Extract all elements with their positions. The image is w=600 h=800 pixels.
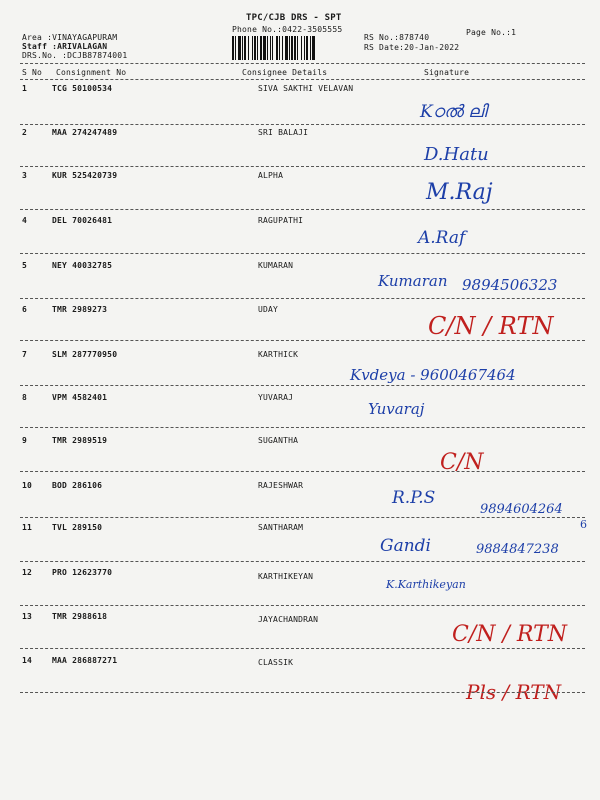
row-6-sno: 6: [22, 305, 28, 314]
area: Area :VINAYAGAPURAM: [22, 33, 118, 42]
row-12-consignment: PRO 12623770: [52, 568, 113, 577]
row-10-consignee: RAJESHWAR: [258, 481, 304, 490]
row-2-divider: [20, 166, 585, 167]
row-5-divider: [20, 298, 585, 299]
row-12-consignee: KARTHIKEYAN: [258, 572, 314, 581]
row-10-signature: R.P.S: [392, 488, 436, 508]
row-5-consignee: KUMARAN: [258, 261, 294, 270]
header-divider-bottom: [20, 79, 585, 80]
drs-number: DRS.No. :DCJB87874001: [22, 51, 128, 60]
row-1-signature: Kഠൽ ലി: [420, 102, 487, 122]
row-11-divider: [20, 561, 585, 562]
row-4-signature: A.Raf: [418, 228, 466, 248]
row-3-consignee: ALPHA: [258, 171, 284, 180]
row-5-phone: 9894506323: [462, 276, 558, 294]
row-4-divider: [20, 253, 585, 254]
row-9-sno: 9: [22, 436, 28, 445]
header-divider-top: [20, 63, 585, 64]
row-8-consignee: YUVARAJ: [258, 393, 294, 402]
row-10-divider: [20, 517, 585, 518]
row-4-consignee: RAGUPATHI: [258, 216, 304, 225]
col-consignee: Consignee Details: [242, 68, 328, 77]
row-1-consignee: SIVA SAKTHI VELAVAN: [258, 84, 354, 93]
row-9-consignee: SUGANTHA: [258, 436, 299, 445]
row-2-consignment: MAA 274247489: [52, 128, 118, 137]
col-sno: S No: [22, 68, 43, 77]
row-8-consignment: VPM 4582401: [52, 393, 108, 402]
row-10-sno: 10: [22, 481, 33, 490]
row-8-signature: Yuvaraj: [368, 400, 425, 418]
row-12-sno: 12: [22, 568, 33, 577]
row-7-consignee: KARTHICK: [258, 350, 299, 359]
row-8-sno: 8: [22, 393, 28, 402]
col-consignment: Consignment No: [56, 68, 127, 77]
row-4-sno: 4: [22, 216, 28, 225]
row-12-divider: [20, 605, 585, 606]
phone-number: Phone No.:0422-3505555: [232, 25, 343, 34]
row-2-consignee: SRI BALAJI: [258, 128, 309, 137]
row-11-phone: 9884847238: [476, 542, 559, 557]
row-7-divider: [20, 385, 585, 386]
page-number: Page No.:1: [466, 28, 517, 37]
row-7-consignment: SLM 287770950: [52, 350, 118, 359]
row-14-consignee: CLASSIK: [258, 658, 294, 667]
row-6-divider: [20, 340, 585, 341]
row-5-signature: Kumaran: [378, 272, 448, 290]
row-6-consignee: UDAY: [258, 305, 279, 314]
row-13-divider: [20, 648, 585, 649]
row-3-sno: 3: [22, 171, 28, 180]
row-1-divider: [20, 124, 585, 125]
row-14-sno: 14: [22, 656, 33, 665]
row-10-consignment: BOD 286106: [52, 481, 103, 490]
row-11-consignment: TVL 289150: [52, 523, 103, 532]
row-13-consignee: JAYACHANDRAN: [258, 615, 319, 624]
row-9-signature: C/N: [440, 450, 484, 475]
col-signature: Signature: [424, 68, 470, 77]
row-11-signature: Gandi: [380, 536, 431, 556]
row-13-signature: C/N / RTN: [452, 622, 567, 647]
row-7-sno: 7: [22, 350, 28, 359]
staff: Staff :ARIVALAGAN: [22, 42, 108, 51]
barcode: [232, 36, 360, 60]
row-11-sno: 11: [22, 523, 33, 532]
row-6-signature: C/N / RTN: [428, 312, 554, 340]
row-3-signature: M.Raj: [426, 180, 493, 205]
rs-number: RS No.:878740: [364, 33, 430, 42]
row-10-phone-suffix: 6: [580, 518, 587, 531]
row-1-consignment: TCG 50100534: [52, 84, 113, 93]
row-3-consignment: KUR 525420739: [52, 171, 118, 180]
row-1-sno: 1: [22, 84, 28, 93]
row-13-consignment: TMR 2988618: [52, 612, 108, 621]
row-5-sno: 5: [22, 261, 28, 270]
rs-date: RS Date:20-Jan-2022: [364, 43, 460, 52]
row-2-signature: D.Hatu: [424, 144, 489, 165]
row-12-signature: K.Karthikeyan: [386, 578, 466, 591]
row-14-consignment: MAA 286887271: [52, 656, 118, 665]
row-6-consignment: TMR 2989273: [52, 305, 108, 314]
row-14-divider: [20, 692, 585, 693]
row-11-consignee: SANTHARAM: [258, 523, 304, 532]
row-13-sno: 13: [22, 612, 33, 621]
row-5-consignment: NEY 40032785: [52, 261, 113, 270]
row-8-divider: [20, 427, 585, 428]
row-10-phone: 9894604264: [480, 502, 563, 517]
row-14-signature: Pls / RTN: [466, 680, 562, 704]
row-2-sno: 2: [22, 128, 28, 137]
row-9-divider: [20, 471, 585, 472]
row-3-divider: [20, 209, 585, 210]
doc-title: TPC/CJB DRS - SPT: [246, 13, 342, 23]
row-4-consignment: DEL 70026481: [52, 216, 113, 225]
row-7-signature: Kvdeya - 9600467464: [350, 366, 516, 384]
row-9-consignment: TMR 2989519: [52, 436, 108, 445]
